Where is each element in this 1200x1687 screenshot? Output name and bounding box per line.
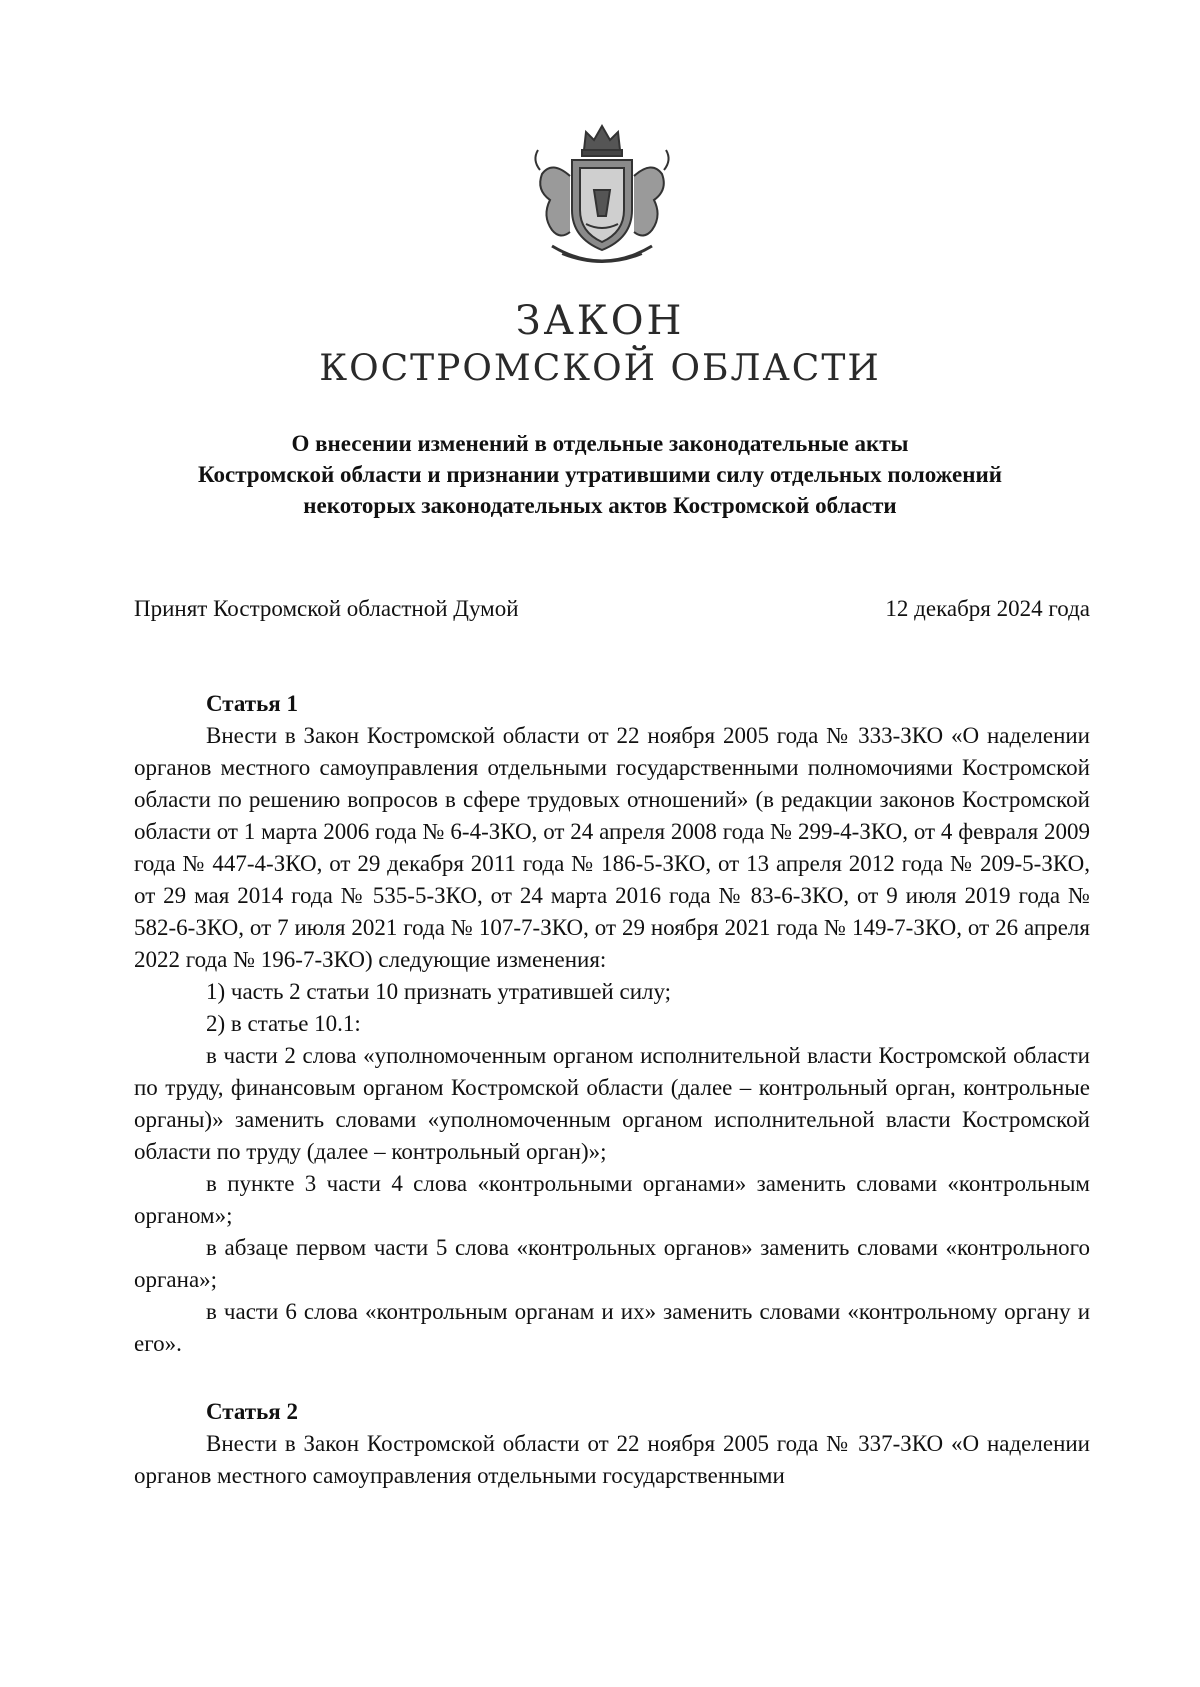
article-1-title: Статья 1 xyxy=(206,691,298,716)
law-title xyxy=(0,298,1200,394)
article-1-subitem-3: в абзаце первом части 5 слова «контрольных органов» заменить словами «контрольного органа»; xyxy=(134,1235,1090,1292)
article-1-subitem-1: в части 2 слова «уполномоченным органом исполнительной власти Костромской области по труду, финансовым органом Костромской области (далее – контрольный орган, контрольные органы)» заменить словами «уполномоченным органом исполнительной власти Костромской области по труду (далее – контрольный орган)»; xyxy=(134,1043,1090,1164)
article-1-item-2: 2) в статье 10.1: xyxy=(206,1011,361,1036)
adopted-date: 12 декабря 2024 года xyxy=(885,596,1090,621)
subject-line1: О внесении изменений в отдельные законодательные акты xyxy=(291,431,909,456)
article-1-item-1: 1) часть 2 статьи 10 признать утратившей силу; xyxy=(206,979,672,1004)
adopted-by: Принят Костромской областной Думой xyxy=(134,596,519,621)
article-1-subitem-4: в части 6 слова «контрольным органам и их» заменить словами «контрольному органу и его». xyxy=(134,1299,1090,1356)
article-1-intro: Внести в Закон Костромской области от 22 ноября 2005 года № 333-ЗКО «О наделении органов местного самоуправления отдельными государственными полномочиями Костромской области по решению вопросов в сфере трудовых отношений» (в редакции законов Костромской области от 1 марта 2006 года № 6-4-ЗКО, от 24 апреля 2008 года № 299-4-ЗКО, от 4 февраля 2009 года № 447-4-ЗКО, от 29 декабря 2011 года № 186-5-ЗКО, от 13 апреля 2012 года № 209-5-ЗКО, от 29 мая 2014 года № 535-5-ЗКО, от 24 марта 2016 года № 83-6-ЗКО, от 9 июля 2019 года № 582-6-ЗКО, от 7 июля 2021 года № 107-7-ЗКО, от 29 ноября 2021 года № 149-7-ЗКО, от 26 апреля 2022 года № 196-7-ЗКО) следующие изменения: xyxy=(134,723,1090,972)
article-2-intro: Внести в Закон Костромской области от 22 ноября 2005 года № 337-ЗКО «О наделении органов местного самоуправления отдельными государственными xyxy=(134,1431,1090,1488)
law-title-line2: КОСТРОМСКОЙ ОБЛАСТИ xyxy=(319,348,881,389)
law-body xyxy=(134,688,1090,1492)
article-spacer xyxy=(134,1360,1090,1396)
article-1-subitem-2: в пункте 3 части 4 слова «контрольными органами» заменить словами «контрольным органом»; xyxy=(134,1171,1090,1228)
coat-of-arms-icon xyxy=(512,120,692,280)
law-subject xyxy=(110,428,1090,521)
subject-line2: Костромской области и признании утратившими силу отдельных положений xyxy=(197,462,1002,487)
article-2-title: Статья 2 xyxy=(206,1399,298,1424)
adoption-line xyxy=(134,596,1090,622)
law-title-line1: ЗАКОН xyxy=(515,298,685,344)
subject-line3: некоторых законодательных актов Костромской области xyxy=(303,493,897,518)
